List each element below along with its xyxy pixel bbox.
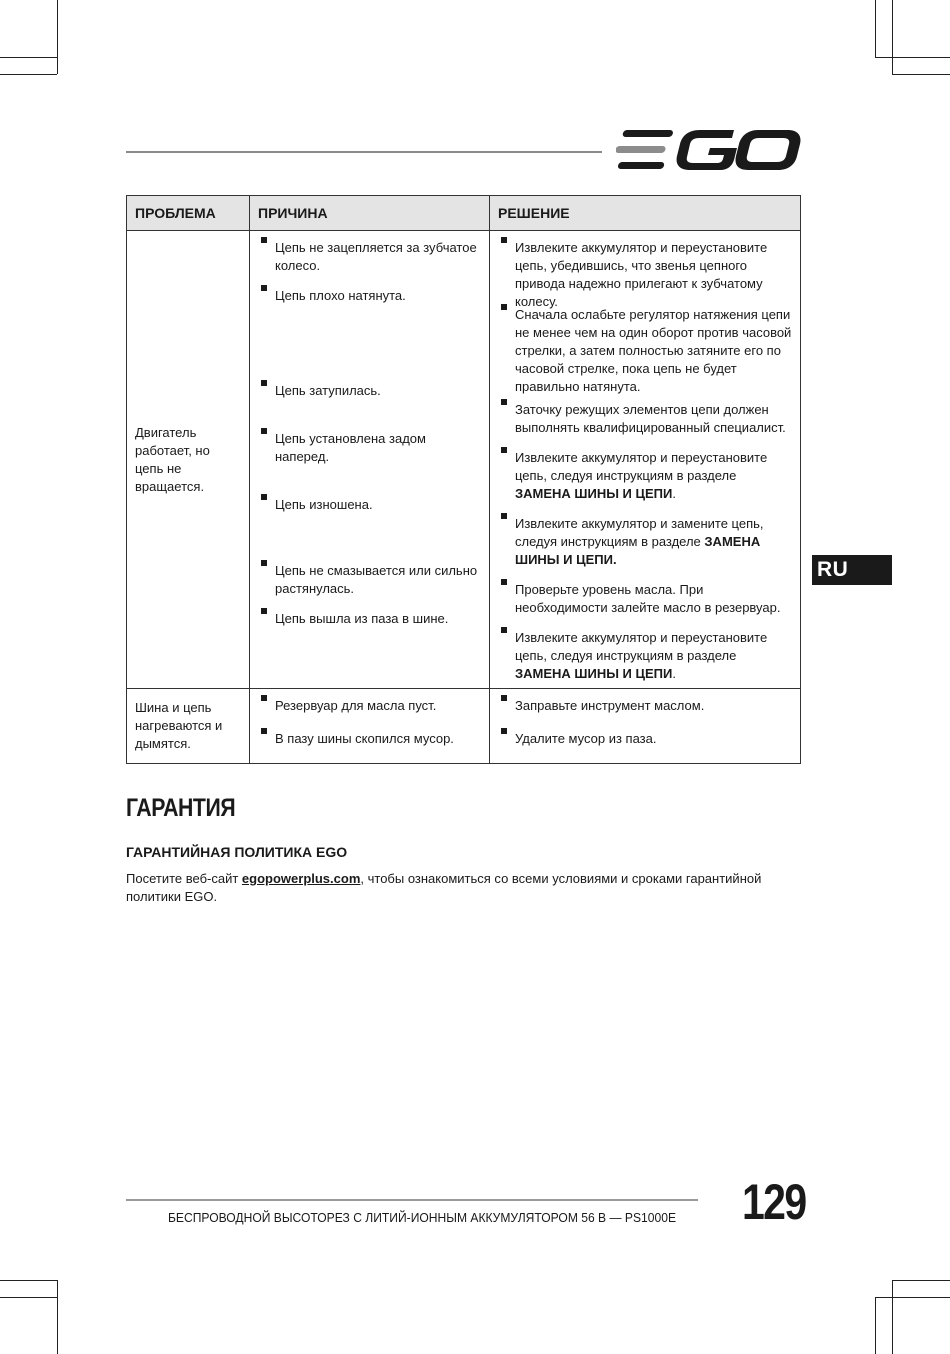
bullet-icon <box>501 237 507 243</box>
crop-mark <box>875 1297 950 1298</box>
crop-mark <box>0 57 57 58</box>
list-item <box>490 573 800 621</box>
crop-mark <box>892 1280 950 1281</box>
crop-mark <box>57 1280 58 1354</box>
list-item <box>250 279 489 374</box>
bullet-icon <box>261 494 267 500</box>
page-number: 129 <box>742 1174 806 1230</box>
list-item <box>490 298 800 393</box>
footer-rule <box>126 1199 698 1201</box>
website-link[interactable]: egopowerplus.com <box>241 871 361 886</box>
solution-text: Извлеките аккумулятор и переустановите цепь, убедившись, что звенья цепного привода надежно прилегают к зубчатому колесу. <box>515 240 768 309</box>
cause-text: Цепь затупилась. <box>275 383 381 398</box>
cause-cell <box>250 689 490 764</box>
crop-mark <box>0 1280 57 1281</box>
list-item <box>490 722 800 763</box>
crop-mark <box>0 1297 57 1298</box>
bullet-icon <box>501 513 507 519</box>
bullet-icon <box>261 237 267 243</box>
table-row <box>127 231 801 689</box>
section-subtitle: ГАРАНТИЙНАЯ ПОЛИТИКА EGO <box>126 844 348 860</box>
cause-text: Резервуар для масла пуст. <box>275 698 437 713</box>
solution-text: Удалите мусор из паза. <box>515 731 657 746</box>
cause-cell <box>250 231 490 689</box>
solution-cell <box>490 231 801 689</box>
ego-logo <box>616 128 802 172</box>
cause-text: Цепь вышла из паза в шине. <box>275 611 449 626</box>
header-solution: РЕШЕНИЕ <box>490 196 801 231</box>
bullet-icon <box>501 304 507 310</box>
list-item <box>490 441 800 507</box>
language-tab: RU <box>812 555 892 585</box>
bullet-icon <box>501 447 507 453</box>
solution-text: Извлеките аккумулятор и переустановите цепь, следуя инструкциям в разделе <box>515 450 768 483</box>
problem-cell: Шина и цепь нагреваются и дымятся. <box>127 689 250 764</box>
bullet-icon <box>261 560 267 566</box>
cause-text: Цепь плохо натянута. <box>275 288 406 303</box>
cause-text: Цепь установлена задом наперед. <box>275 431 426 464</box>
list-item <box>250 374 489 422</box>
list-item <box>250 231 489 279</box>
section-title: ГАРАНТИЯ <box>126 794 236 822</box>
footer-title: БЕСПРОВОДНОЙ ВЫСОТОРЕЗ С ЛИТИЙ-ИОННЫМ АККУМУЛЯТОРОМ 56 В — PS1000E <box>168 1210 677 1225</box>
section-reference: ЗАМЕНА ШИНЫ И ЦЕПИ <box>515 486 673 501</box>
troubleshooting-table <box>126 195 801 764</box>
warranty-text-start: Посетите веб-сайт <box>126 871 242 886</box>
list-item <box>250 554 489 602</box>
bullet-icon <box>261 428 267 434</box>
list-item <box>250 488 489 554</box>
solution-end: . <box>672 486 676 501</box>
solution-text: Извлеките аккумулятор и замените цепь, следуя инструкциям в разделе <box>515 516 764 549</box>
crop-mark <box>892 74 950 75</box>
list-item <box>490 231 800 309</box>
crop-mark <box>892 1280 893 1354</box>
crop-mark <box>875 57 950 58</box>
cause-text: В пазу шины скопился мусор. <box>275 731 454 746</box>
solution-text: Извлеките аккумулятор и переустановите цепь, следуя инструкциям в разделе <box>515 630 768 663</box>
table-row <box>127 689 801 764</box>
bullet-icon <box>261 695 267 701</box>
list-item <box>250 602 489 669</box>
list-item <box>250 689 489 722</box>
solution-cell <box>490 689 801 764</box>
bullet-icon <box>501 728 507 734</box>
crop-mark <box>0 74 57 75</box>
list-item <box>490 621 800 688</box>
bullet-icon <box>261 380 267 386</box>
bullet-icon <box>261 728 267 734</box>
bullet-icon <box>261 285 267 291</box>
header-problem: ПРОБЛЕМА <box>127 196 250 231</box>
crop-mark <box>875 1297 876 1354</box>
crop-mark <box>892 0 893 74</box>
warranty-text-end: , чтобы ознакомиться со всеми условиями и сроками гарантийной политики EGO. <box>126 871 762 904</box>
cause-text: Цепь изношена. <box>275 497 373 512</box>
list-item <box>490 507 800 573</box>
bullet-icon <box>501 399 507 405</box>
solution-text: Сначала ослабьте регулятор натяжения цепи не менее чем на один оборот против часовой стрелки, а затем полностью затяните его по часовой стрелке, пока цепь не будет правильно натянута. <box>515 307 792 394</box>
bullet-icon <box>501 695 507 701</box>
header-cause: ПРИЧИНА <box>250 196 490 231</box>
bullet-icon <box>501 579 507 585</box>
header-rule <box>126 151 602 153</box>
table-header-row <box>127 196 801 231</box>
cause-text: Цепь не зацепляется за зубчатое колесо. <box>275 240 477 273</box>
solution-text: Проверьте уровень масла. При необходимости залейте масло в резервуар. <box>515 582 781 615</box>
cause-text: Цепь не смазывается или сильно растянулась. <box>275 563 478 596</box>
list-item <box>490 393 800 441</box>
solution-end: . <box>672 666 676 681</box>
list-item <box>250 422 489 488</box>
bullet-icon <box>501 627 507 633</box>
solution-text: Заправьте инструмент маслом. <box>515 698 705 713</box>
problem-cell: Двигатель работает, но цепь не вращается. <box>127 231 250 689</box>
crop-mark <box>875 0 876 57</box>
crop-mark <box>57 0 58 74</box>
bullet-icon <box>261 608 267 614</box>
solution-text: Заточку режущих элементов цепи должен выполнять квалифицированный специалист. <box>515 402 786 435</box>
section-reference: ЗАМЕНА ШИНЫ И ЦЕПИ. <box>515 534 761 567</box>
list-item <box>250 722 489 763</box>
list-item <box>490 689 800 722</box>
warranty-paragraph <box>126 870 806 906</box>
section-reference: ЗАМЕНА ШИНЫ И ЦЕПИ <box>515 666 673 681</box>
